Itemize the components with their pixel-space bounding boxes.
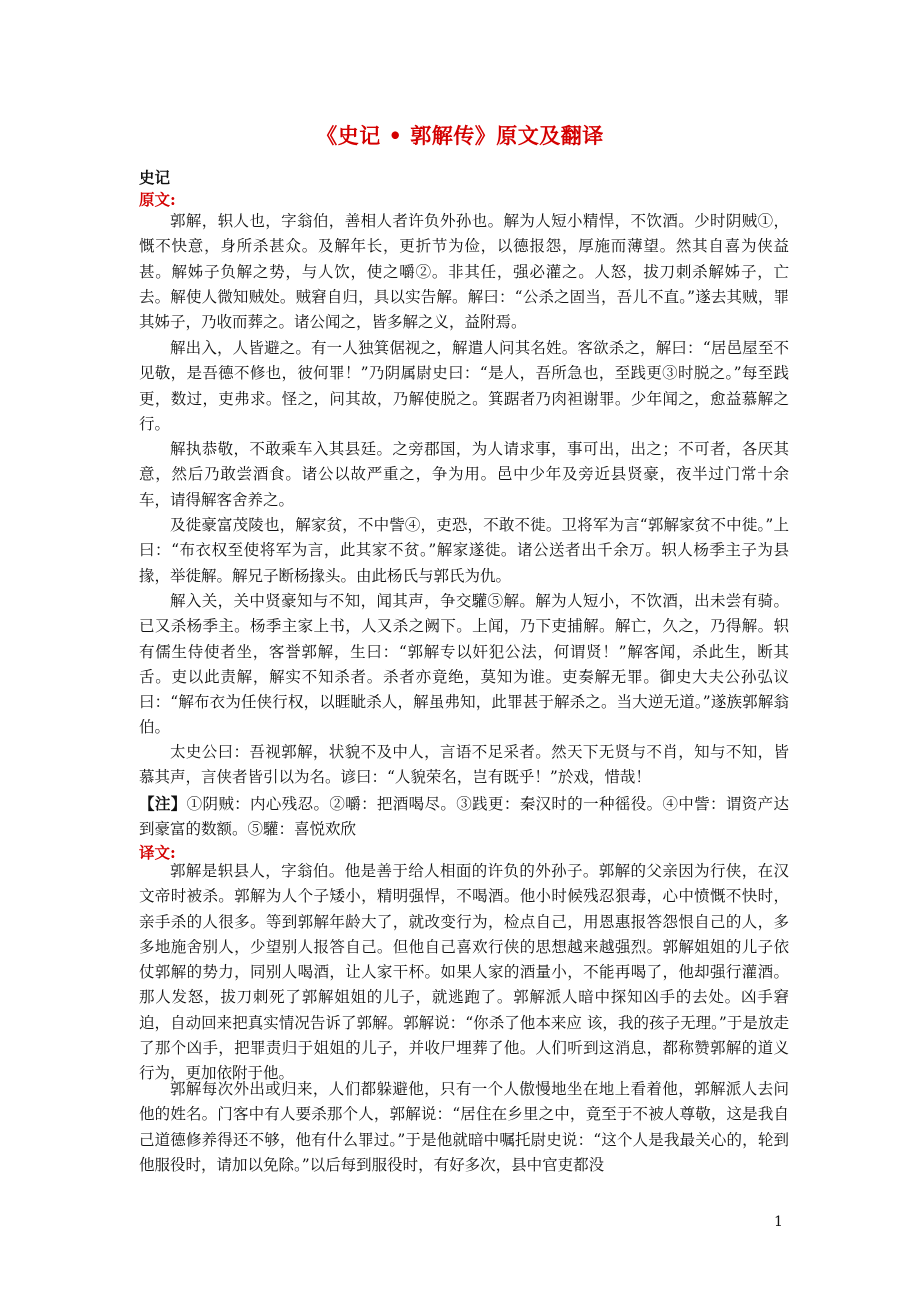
translation-paragraph: 郭解是轵县人，字翁伯。他是善于给人相面的许负的外孙子。郭解的父亲因为行侠，在汉文帝时被杀。郭解为人个子矮小，精明强悍，不喝酒。他小时候残忍狠毒，心中愤慨不快时，亲手杀的人很多。等到郭解年龄大了，就改变行为，检点自己，用恩惠报答怨恨自己的人，多多地施舍别人，少望别人报答自己。但他自己喜欢行侠的思想越来越强烈。郭解姐姐的儿子依仗郭解的势力，同别人喝酒，让人家干杯。如果人家的酒量小，不能再喝了，他却强行灌酒。那人发怒，拔刀刺死了郭解姐姐的儿子，就逃跑了。郭解派人暗中探知凶手的去处。凶手窘迫，自动回来把真实情况告诉了郭解。郭解说：“你杀了他本来应 该，我的孩子无理。”于是放走了那个凶手，把罪责归于姐姐的儿子，并收尸埋葬了他。人们听到这消息，都称赞郭解的道义行为，更加依附于他。	[139, 862, 789, 1083]
annotation-note	[139, 791, 789, 843]
translation-paragraph: 郭解每次外出或归来，人们都躲避他，只有一个人傲慢地坐在地上看着他，郭解派人去问他的姓名。门客中有人要杀那个人，郭解说：“居住在乡里之中，竟至于不被人尊敬，这是我自己道德修养得还不够，他有什么罪过。”于是他就暗中嘱托尉史说：“这个人是我最关心的，轮到他服役时，请加以免除。”以后每到服役时，有好多次，县中官吏都没	[139, 1080, 789, 1174]
source-label: 史记	[139, 168, 171, 187]
original-paragraph: 解出入，人皆避之。有一人独箕倨视之，解遣人问其名姓。客欲杀之，解曰：“居邑屋至不见敬，是吾德不修也，彼何罪！”乃阴属尉史曰：“是人，吾所急也，至践更③时脱之。”每至践更，数过，吏弗求。怪之，问其故，乃解使脱之。箕踞者乃肉袒谢罪。少年闻之，愈益慕解之行。	[139, 339, 789, 433]
original-text-label: 原文:	[139, 190, 176, 209]
original-paragraph: 解入关，关中贤豪知与不知，闻其声，争交驩⑤解。解为人短小，不饮酒，出未尝有骑。已又杀杨季主。杨季主家上书，人又杀之阙下。上闻，乃下吏捕解。解亡，久之，乃得解。轵有儒生侍使者坐，客誉郭解，生曰：“郭解专以奸犯公法，何谓贤！”解客闻，杀此生，断其舌。吏以此责解，解实不知杀者。杀者亦竟绝，莫知为谁。吏奏解无罪。御史大夫公孙弘议曰：“解布衣为任侠行权，以睚眦杀人，解虽弗知，此罪甚于解杀之。当大逆无道。”遂族郭解翁伯。	[139, 592, 789, 737]
original-paragraph: 解执恭敬，不敢乘车入其县廷。之旁郡国，为人请求事，事可出，出之；不可者，各厌其意，然后乃敢尝酒食。诸公以故严重之，争为用。邑中少年及旁近县贤豪，夜半过门常十余车，请得解客舍养之。	[139, 440, 789, 509]
note-text: ①阴贼：内心残忍。②嚼：把酒喝尽。③践更：秦汉时的一种徭役。④中訾：谓资产达到豪富的数额。⑤驩：喜悦欢欣	[139, 795, 789, 839]
original-paragraph: 郭解，轵人也，字翁伯，善相人者许负外孙也。解为人短小精悍，不饮酒。少时阴贼①，慨不快意，身所杀甚众。及解年长，更折节为俭，以德报怨，厚施而薄望。然其自喜为侠益甚。解姊子负解之势，与人饮，使之嚼②。非其任，强必灌之。人怒，拔刀刺杀解姊子，亡去。解使人微知贼处。贼窘自归，具以实告解。解曰：“公杀之固当，吾儿不直。”遂去其贼，罪其姊子，乃收而葬之。诸公闻之，皆多解之义，益附焉。	[139, 212, 789, 332]
original-paragraph: 太史公曰：吾视郭解，状貌不及中人，言语不足采者。然天下无贤与不肖，知与不知，皆慕其声，言侠者皆引以为名。谚曰：“人貌荣名，岂有既乎！”於戏，惜哉！	[139, 743, 789, 787]
original-paragraph: 及徙豪富茂陵也，解家贫，不中訾④，吏恐，不敢不徙。卫将军为言“郭解家贫不中徙。”上曰：“布衣权至使将军为言，此其家不贫。”解家遂徙。诸公送者出千余万。轵人杨季主子为县掾，举徙解。解兄子断杨掾头。由此杨氏与郭氏为仇。	[139, 516, 789, 585]
page-number: 1	[774, 1214, 783, 1230]
translation-label: 译文:	[139, 843, 176, 862]
page-title: 《史记 • 郭解传》原文及翻译	[316, 123, 604, 148]
note-tag: 【注】	[139, 794, 187, 813]
